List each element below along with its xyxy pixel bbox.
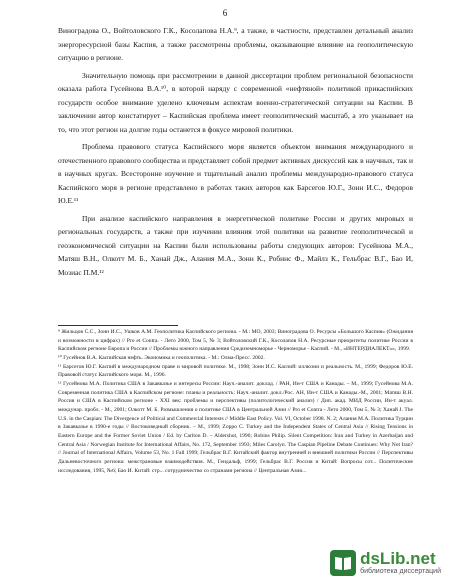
footnote: ¹¹ Барсегов Ю.Г. Каспий в международном праве и мировой политике. М., 1998; Зонн И.С. Каспий: иллюзии и реальность. М., 1999; Федоров Ю.Е. Правовой статус Каспийского моря. М., 1996. bbox=[58, 363, 413, 379]
footnotes bbox=[58, 328, 413, 475]
footnote: ⁹ Жильцов С.С., Зонн И.С., Ушков А.М. Геополитика Каспийского региона. - М.: МО, 2003; Виноградова О. Ресурсы «Большого Каспия» (Ожидания и возможности в цифрах) // Pro et Contra. - Лето 2000, Том 5, № 3; Войтоловский Г.К., Косолапов Н.А. Ресурсные приоритеты политике России в Каспийском регионе Европа и России // Проблемы южного направления Средиземноморье - Черноморье - Каспий. - М., «ИНТЕРДИАЛЕКТ»», 1999. bbox=[58, 329, 413, 353]
watermark-title: dsLib.net bbox=[360, 549, 436, 568]
page-number: 6 bbox=[222, 8, 228, 18]
paragraph: Значительную помощь при рассмотрении в данной диссертации проблем региональной безопасности оказала работа Гусейнова В.А.¹⁰, в которой наряду с современной «нефтяной» политикой прикаспийских государств особое внимание уделено ключевым аспектам военно-стратегической ситуации на Каспии. В заключении автор констатирует – Каспийская проблема имеет геополитический масштаб, а это указывает на то, что этот регион на долгие годы останется в фокусе мировой политики. bbox=[58, 70, 413, 134]
paragraph: Проблема правового статуса Каспийского моря является объектом внимания международного и отечественного правового сообщества и представляет собой предмет активных дискуссий как в научных, так и в научных кругах. Всесторонне изучение и тщательный анализ проблемы международно-правового статуса Каспийского моря в регионе представлено в работах таких авторов как Барсегов Ю.Г., Зонн И.С., Федоров Ю.Е.¹¹ bbox=[58, 142, 413, 205]
paragraph: При анализе каспийского направления в энергетической политике России и других мировых и региональных государств, а также при изучении влияния этой политики на развитие геополитической и геоэкономической ситуации на Каспии были использованы работы следующих авторов: Гусейнова М.А., Матяш В.Н., Олкотт М. Б., Ханай Дж., Алания М.А., Зонн К., Робинс Ф., Майлз К., Гельбрас В.Г., Бао И, Мозиас П.М.¹² bbox=[58, 213, 413, 277]
paragraph: Виноградова О., Войтоловского Г.К., Косолапова Н.А.⁹, а также, в частности, представлен детальный анализ энергоресурсной базы Каспия, а также рассмотрены проблемы, оказывающие влияние на геополитическую ситуацию в регионе. bbox=[58, 26, 413, 62]
main-text bbox=[58, 24, 413, 283]
footnote: ¹⁰ Гусейнов В.А. Каспийская нефть. Экономика и геополитика. - М.: Олма-Пресс. 2002. bbox=[58, 354, 265, 361]
book-icon bbox=[330, 550, 356, 576]
watermark-subtitle: библиотека диссертаций bbox=[360, 568, 441, 575]
footnote: ¹² Гусейнова М.А. Политика США в Закавказье и интересы России: Науч.-аналит. доклад. / РАН, Ин-т США и Канады. – М., 1999; Гусейнова М.А. Современная политика США в Каспийском регионе: планы и реальность: Науч.-аналит. докл./Рос. АН, Ин-т США и Канады.-М., 2001; Матяш В.Н. Россия и США в Каспийском регионе - XXI век: проблемы и перспективы (политологический анализ) / Дип. акад. МИД России, Ин-т акуал. междунар. пробл. - М., 2001; Олкотт М. Б. Размышления о политике США в Центральной Азии // Pro et Contra - Лето 2000, Том 5, № 3; Ханай J. The U.S. in the Caspian: The Divergence of Political and Commercial Interests // Middle East Policy. Vol. VI, October 1998. N. 2; Алания М.А. Политика Турции в Закавказье в 1990-е годы // Востоковедный сборник. – М., 1999; Zoppo C. Turkey and the Independent States of Central Asia // Rising Tensions in Eastern Europe and the Former Soviet Union / Ed. by Carlton D. – Aldershot, 1996; Robins Philip. Silent Competition: Iran and Turkey in Azerbaijan and Central Asia / Norwegian Institute for International Affairs, No. 172, September 1993; Miles Carolyn. The Caspian Pipeline Debate Continues: Why Not Iran? // Journal of International Affairs, Volume 53, No. 1 Fall 1999; Гельбрас В.Г. Китайский фактор внутренней и внешней политики России // Перспективы Дальневосточного региона: межстрановые взаимодействия. М., Гендальф, 1999; Гельбрас В.Г. Россия и Китай: Вопросы сот... Политические исследования, 1995, №6; Бао И. Китай: стр... сотрудничество со странами региона // Центральная Азия... bbox=[58, 380, 413, 474]
footnote-separator bbox=[58, 325, 178, 326]
dslib-watermark[interactable] bbox=[327, 548, 444, 578]
